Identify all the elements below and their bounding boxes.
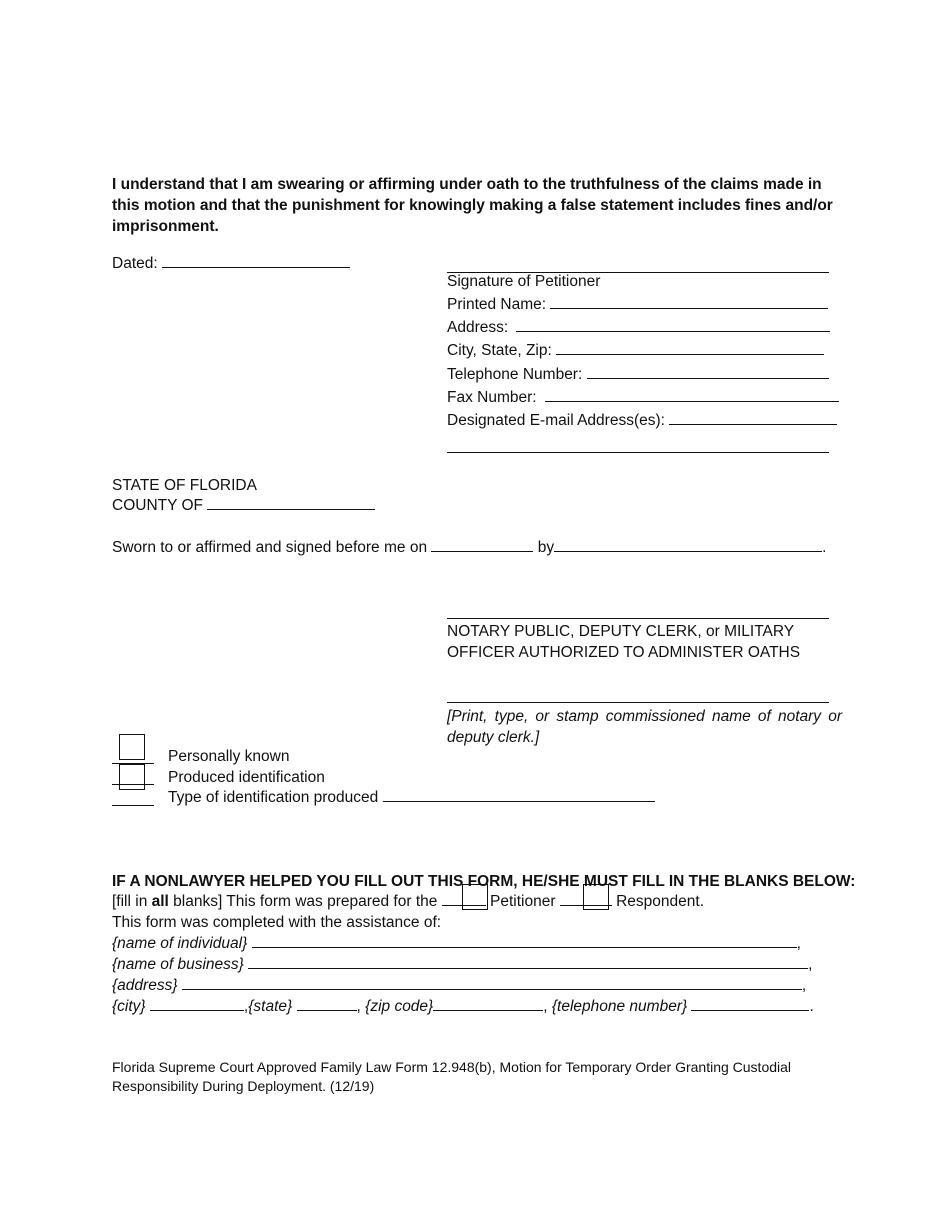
nonlawyer-heading: IF A NONLAWYER HELPED YOU FILL OUT THIS FORM, HE/SHE MUST FILL IN THE BLANKS BELOW: (112, 873, 856, 890)
fax-label: Fax Number: (447, 389, 537, 406)
city-state-zip-blank[interactable] (556, 342, 824, 355)
city-state-zip-label: City, State, Zip: (447, 342, 552, 359)
footer-line2: Responsibility During Deployment. (12/19) (112, 1078, 375, 1094)
name-individual-field[interactable]: {name of individual} , (112, 935, 801, 952)
city-blank[interactable] (150, 998, 244, 1011)
address-field[interactable] (447, 319, 830, 337)
address-nonlawyer-label: {address} (112, 977, 178, 994)
city-state-zip-field[interactable] (447, 342, 824, 360)
address-blank[interactable] (516, 319, 830, 332)
type-identification-blank[interactable] (383, 789, 655, 802)
sworn-by-blank[interactable] (554, 539, 822, 552)
county-field[interactable] (112, 497, 375, 515)
fax-blank[interactable] (545, 389, 839, 402)
notary-title-line1: NOTARY PUBLIC, DEPUTY CLERK, or MILITARY (447, 623, 795, 640)
address-nonlawyer-field[interactable]: {address} , (112, 977, 807, 994)
telephone-blank[interactable] (587, 366, 829, 379)
email-second-line[interactable] (447, 452, 829, 453)
fill-in-suffix: blanks] This form was prepared for the (168, 893, 438, 910)
signature-of-petitioner-label: Signature of Petitioner (447, 273, 601, 290)
email-label: Designated E-mail Address(es): (447, 412, 665, 429)
type-identification-underline[interactable] (112, 805, 154, 806)
name-business-label: {name of business} (112, 956, 244, 973)
personally-known-label: Personally known (168, 748, 290, 765)
printed-name-blank[interactable] (550, 296, 828, 309)
personally-known-checkbox[interactable] (119, 734, 145, 760)
notary-name-line[interactable] (447, 702, 829, 703)
sworn-statement (112, 539, 826, 557)
notary-title-line2: OFFICER AUTHORIZED TO ADMINISTER OATHS (447, 644, 801, 661)
respondent-checkbox[interactable] (583, 884, 609, 910)
telephone-number-label: {telephone number} (551, 998, 688, 1015)
produced-identification-checkbox[interactable] (119, 764, 145, 790)
dated-blank[interactable] (162, 255, 350, 268)
respondent-option-label: Respondent. (616, 893, 705, 910)
fill-in-prefix: [fill in (112, 893, 152, 910)
address-label: Address: (447, 319, 509, 336)
name-individual-label: {name of individual} (112, 935, 248, 952)
dated-field[interactable] (112, 255, 350, 273)
name-business-field[interactable]: {name of business} , (112, 956, 813, 973)
state-label: {state} (248, 998, 293, 1015)
zip-label: {zip code} (365, 998, 434, 1015)
address-nonlawyer-blank[interactable] (182, 977, 802, 990)
fill-in-all: all (151, 893, 169, 910)
prepared-for-line (112, 893, 704, 911)
petitioner-checkbox[interactable] (462, 884, 488, 910)
name-individual-blank[interactable] (252, 935, 797, 948)
sworn-date-blank[interactable] (431, 539, 533, 552)
type-identification-label: Type of identification produced (168, 789, 379, 806)
city-state-zip-phone-field[interactable]: {city} ,{state} , {zip code} , {telephone number} . (112, 998, 814, 1015)
telephone-number-blank[interactable] (691, 998, 809, 1011)
city-label: {city} (112, 998, 146, 1015)
county-blank[interactable] (207, 497, 375, 510)
petitioner-option-label: Petitioner (490, 893, 556, 910)
type-identification-field[interactable] (168, 789, 655, 807)
zip-blank[interactable] (433, 998, 543, 1011)
email-field[interactable] (447, 412, 837, 430)
printed-name-label: Printed Name: (447, 296, 547, 313)
state-of-florida: STATE OF FLORIDA (112, 477, 257, 494)
dated-label: Dated: (112, 255, 158, 272)
telephone-field[interactable] (447, 366, 829, 384)
sworn-end: . (822, 539, 827, 556)
state-blank[interactable] (297, 998, 357, 1011)
produced-identification-underline (112, 784, 154, 785)
produced-identification-label: Produced identification (168, 769, 325, 786)
oath-statement: I understand that I am swearing or affirming under oath to the truthfulness of the claims made in this motion and that the punishment for knowingly making a false statement includes fines and/or imprisonment. (112, 176, 833, 235)
notary-signature-line[interactable] (447, 618, 829, 619)
email-blank[interactable] (669, 412, 837, 425)
notary-print-instruction: [Print, type, or stamp commissioned name of notary or deputy clerk.] (447, 708, 842, 746)
footer-line1: Florida Supreme Court Approved Family Law Form 12.948(b), Motion for Temporary Order Granting Custodial (112, 1059, 792, 1075)
sworn-prefix: Sworn to or affirmed and signed before me on (112, 539, 428, 556)
fax-field[interactable] (447, 389, 839, 407)
name-business-blank[interactable] (248, 956, 808, 969)
county-label: COUNTY OF (112, 497, 203, 514)
telephone-label: Telephone Number: (447, 366, 583, 383)
sworn-by: by (537, 539, 555, 556)
completed-with-label: This form was completed with the assistance of: (112, 914, 442, 931)
printed-name-field[interactable] (447, 296, 828, 314)
